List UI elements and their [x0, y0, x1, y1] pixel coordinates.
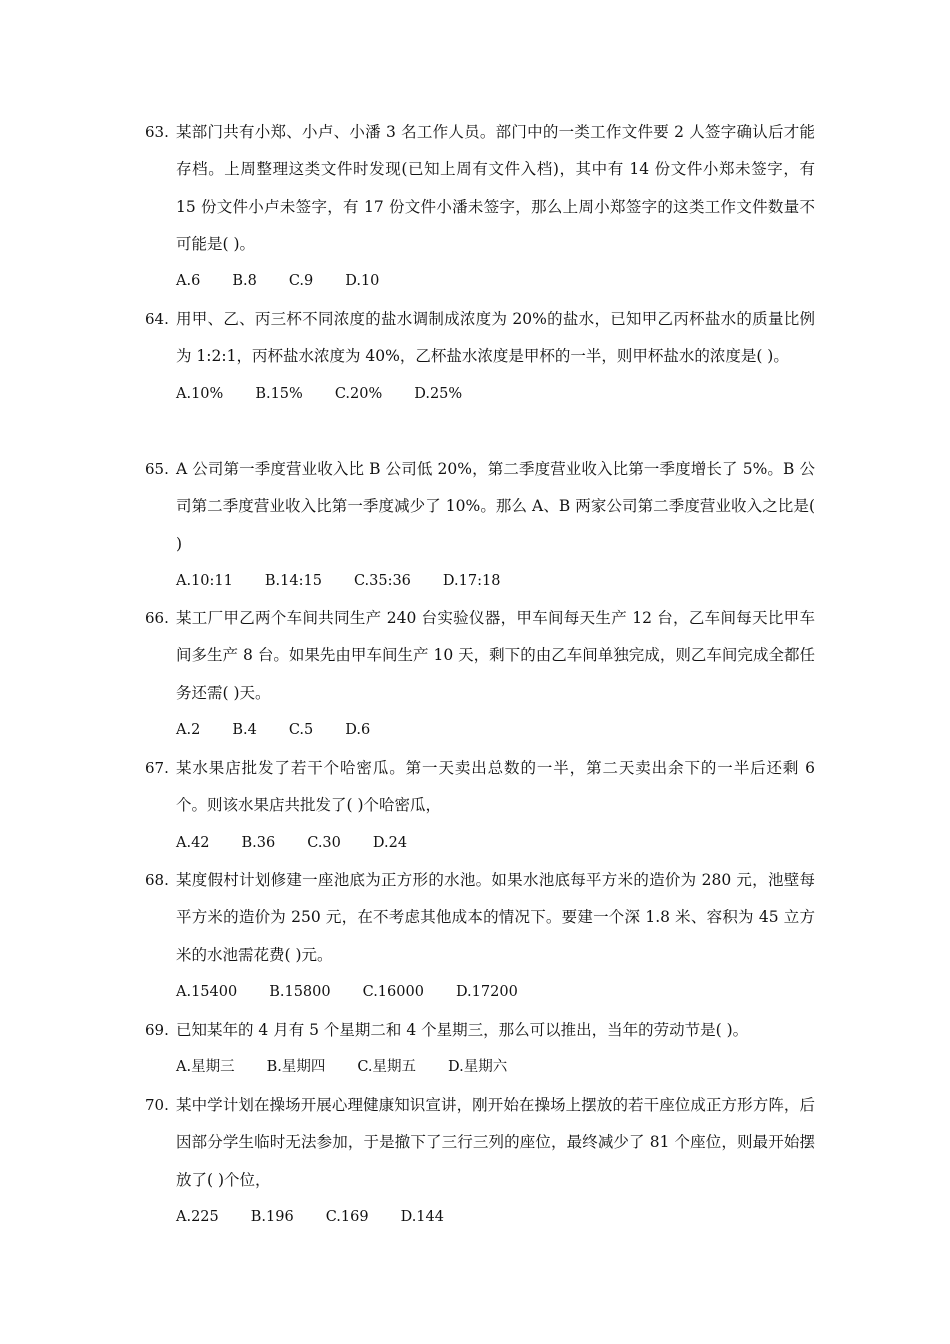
question-66: [145, 600, 815, 749]
option-d: D.24: [372, 834, 408, 851]
option-c: C.星期五: [357, 1059, 417, 1076]
answer-options: [176, 712, 815, 749]
option-d: D.25%: [414, 385, 463, 402]
option-b: B.15800: [269, 983, 331, 1000]
option-b: B.星期四: [266, 1059, 326, 1076]
question-number: 67.: [145, 759, 169, 777]
answer-options: [176, 376, 815, 413]
question-number: 70.: [145, 1096, 169, 1114]
question-number: 65.: [145, 460, 169, 478]
question-63: [145, 114, 815, 300]
option-c: C.35:36: [353, 572, 411, 589]
question-number: 69.: [145, 1021, 169, 1039]
question-64: [145, 301, 815, 413]
question-number: 68.: [145, 871, 169, 889]
option-d: D.144: [400, 1208, 444, 1225]
answer-options: [176, 825, 815, 862]
question-number: 64.: [145, 310, 169, 328]
answer-options: [176, 1199, 815, 1236]
option-c: C.5: [288, 721, 314, 738]
option-c: C.20%: [334, 385, 383, 402]
option-a: A.15400: [176, 983, 238, 1000]
option-b: B.196: [250, 1208, 294, 1225]
option-d: D.6: [345, 721, 371, 738]
answer-options: [176, 563, 815, 600]
question-text: 某水果店批发了若干个哈密瓜。第一天卖出总数的一半，第二天卖出余下的一半后还剩 6 个。则该水果店共批发了( )个哈密瓜，: [176, 759, 815, 815]
question-text: 某度假村计划修建一座池底为正方形的水池。如果水池底每平方米的造价为 280 元，池壁每平方米的造价为 250 元，在不考虑其他成本的情况下。要建一个深 1.8 米、容积为 45 立方米的水池需花费( )元。: [176, 871, 815, 964]
option-c: C.16000: [362, 983, 424, 1000]
option-a: A.2: [176, 721, 201, 738]
option-a: A.10:11: [176, 572, 233, 589]
option-d: D.17:18: [442, 572, 501, 589]
option-c: C.9: [288, 273, 314, 290]
question-67: [145, 750, 815, 862]
option-d: D.10: [345, 273, 380, 290]
option-c: C.169: [325, 1208, 369, 1225]
option-c: C.30: [307, 834, 341, 851]
option-b: B.14:15: [264, 572, 322, 589]
option-a: A.42: [176, 834, 210, 851]
option-b: B.36: [241, 834, 276, 851]
answer-options: [176, 263, 815, 300]
question-text: 某工厂甲乙两个车间共同生产 240 台实验仪器，甲车间每天生产 12 台，乙车间每天比甲车间多生产 8 台。如果先由甲车间生产 10 天，剩下的由乙车间单独完成，则乙车间完成全都任务还需( )天。: [176, 609, 815, 702]
question-68: [145, 862, 815, 1011]
option-b: B.4: [232, 721, 257, 738]
option-d: D.17200: [455, 983, 518, 1000]
question-69: [145, 1012, 815, 1086]
option-a: A.10%: [176, 385, 224, 402]
question-text: 已知某年的 4 月有 5 个星期二和 4 个星期三，那么可以推出，当年的劳动节是( )。: [176, 1021, 749, 1039]
option-a: A.星期三: [176, 1059, 235, 1076]
answer-options: [176, 974, 815, 1011]
question-70: [145, 1087, 815, 1236]
question-number: 66.: [145, 609, 169, 627]
question-number: 63.: [145, 123, 169, 141]
option-b: B.8: [232, 273, 257, 290]
option-a: A.6: [176, 273, 201, 290]
question-text: 用甲、乙、丙三杯不同浓度的盐水调制成浓度为 20%的盐水，已知甲乙丙杯盐水的质量比例为 1:2:1，丙杯盐水浓度为 40%，乙杯盐水浓度是甲杯的一半，则甲杯盐水的浓度是( )。: [176, 310, 815, 366]
question-text: 某中学计划在操场开展心理健康知识宣讲，刚开始在操场上摆放的若干座位成正方形方阵，后因部分学生临时无法参加，于是撤下了三行三列的座位，最终减少了 81 个座位，则最开始摆放了( )个位，: [176, 1096, 815, 1189]
question-65: [145, 451, 815, 600]
option-d: D.星期六: [448, 1059, 508, 1076]
question-text: A 公司第一季度营业收入比 B 公司低 20%，第二季度营业收入比第一季度增长了 5%。B 公司第二季度营业收入比第一季度减少了 10%。那么 A、B 两家公司第二季度营业收入之比是( ): [176, 460, 815, 553]
question-text: 某部门共有小郑、小卢、小潘 3 名工作人员。部门中的一类工作文件要 2 人签字确认后才能存档。上周整理这类文件时发现(已知上周有文件入档)，其中有 14 份文件小郑未签字，有 15 份文件小卢未签字，有 17 份文件小潘未签字，那么上周小郑签字的这类工作文件数量不可能是( )。: [176, 123, 815, 253]
option-a: A.225: [176, 1208, 219, 1225]
answer-options: [176, 1049, 815, 1086]
option-b: B.15%: [255, 385, 303, 402]
